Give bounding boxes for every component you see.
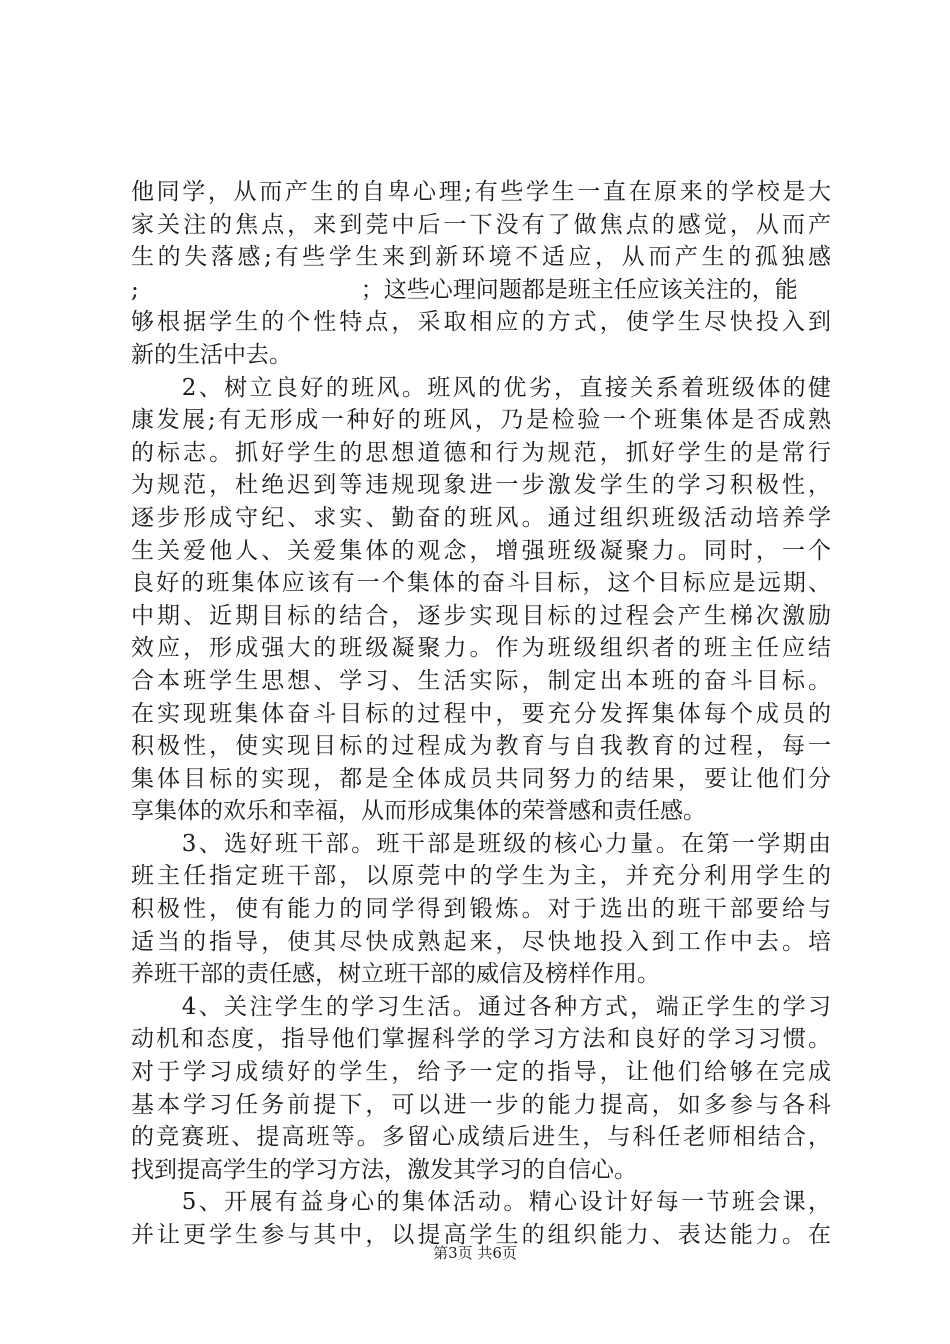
text-line: 并让更学生参与其中，以提高学生的组织能力、表达能力。在: [131, 1222, 831, 1248]
text-line: 康发展;有无形成一种好的班风，乃是检验一个班集体是否成熟: [131, 407, 831, 434]
text-line: 积极性，使实现目标的过程成为教育与自我教育的过程，每一: [131, 733, 831, 760]
text-line: 基本学习任务前提下，可以进一步的能力提高，如多参与各科: [131, 1091, 831, 1118]
text-line: 效应，形成强大的班级凝聚力。作为班级组织者的班主任应结: [131, 635, 831, 662]
text-line: 班主任指定班干部，以原莞中的学生为主，并充分利用学生的: [131, 863, 831, 890]
text-line: 养班干部的责任感，树立班干部的威信及榜样作用。: [131, 961, 660, 988]
gap-prefix: ;: [131, 276, 139, 303]
text-line: 2、树立良好的班风。班风的优劣，直接关系着班级体的健: [131, 374, 831, 401]
text-line: 积极性，使有能力的同学得到锻炼。对于选出的班干部要给与: [131, 896, 831, 923]
text-line: 4、关注学生的学习生活。通过各种方式，端正学生的学习: [131, 993, 831, 1020]
text-line: 动机和态度，指导他们掌握科学的学习方法和良好的学习习惯。: [131, 1026, 831, 1053]
text-line: 对于学习成绩好的学生，给予一定的指导，让他们给够在完成: [131, 1059, 831, 1086]
text-line: 5、开展有益身心的集体活动。精心设计好每一节班会课，: [131, 1189, 831, 1216]
text-line: 找到提高学生的学习方法，激发其学习的自信心。: [131, 1156, 637, 1183]
text-line: 逐步形成守纪、求实、勤奋的班风。通过组织班级活动培养学: [131, 504, 831, 531]
text-line: 在实现班集体奋斗目标的过程中，要充分发挥集体每个成员的: [131, 700, 831, 727]
text-line: 的竞赛班、提高班等。多留心成绩后进生，与科任老师相结合，: [131, 1124, 831, 1151]
text-line: 新的生活中去。: [131, 341, 292, 368]
text-line: 适当的指导，使其尽快成熟起来，尽快地投入到工作中去。培: [131, 928, 831, 955]
text-line: 集体目标的实现，都是全体成员共同努力的结果，要让他们分: [131, 765, 831, 792]
text-line: 生关爱他人、关爱集体的观念，增强班级凝聚力。同时，一个: [131, 537, 831, 564]
text-line: 为规范，杜绝迟到等违规现象进一步激发学生的学习积极性，: [131, 472, 831, 499]
text-line: 的标志。抓好学生的思想道德和行为规范，抓好学生的是常行: [131, 439, 831, 466]
text-line: 良好的班集体应该有一个集体的奋斗目标，这个目标应是远期、: [131, 570, 831, 597]
gap-line-text: ；这些心理问题都是班主任应该关注的，能: [360, 276, 798, 303]
text-line: 中期、近期目标的结合，逐步实现目标的过程会产生梯次激励: [131, 602, 831, 629]
text-line: 合本班学生思想、学习、生活实际，制定出本班的奋斗目标。: [131, 667, 831, 694]
text-line: 他同学，从而产生的自卑心理;有些学生一直在原来的学校是大: [131, 179, 831, 205]
text-line: 够根据学生的个性特点，采取相应的方式，使学生尽快投入到: [131, 309, 831, 336]
text-line: 家关注的焦点，来到莞中后一下没有了做焦点的感觉，从而产: [131, 211, 831, 238]
body-text: [131, 176, 831, 1252]
text-line: 享集体的欢乐和幸福，从而形成集体的荣誉感和责任感。: [131, 798, 706, 825]
text-line: 生的失落感;有些学生来到新环境不适应，从而产生的孤独感: [131, 244, 831, 271]
page-footer: 第3页 共6页: [433, 1244, 517, 1262]
text-line: [131, 274, 831, 307]
text-line: 3、选好班干部。班干部是班级的核心力量。在第一学期由: [131, 830, 831, 857]
